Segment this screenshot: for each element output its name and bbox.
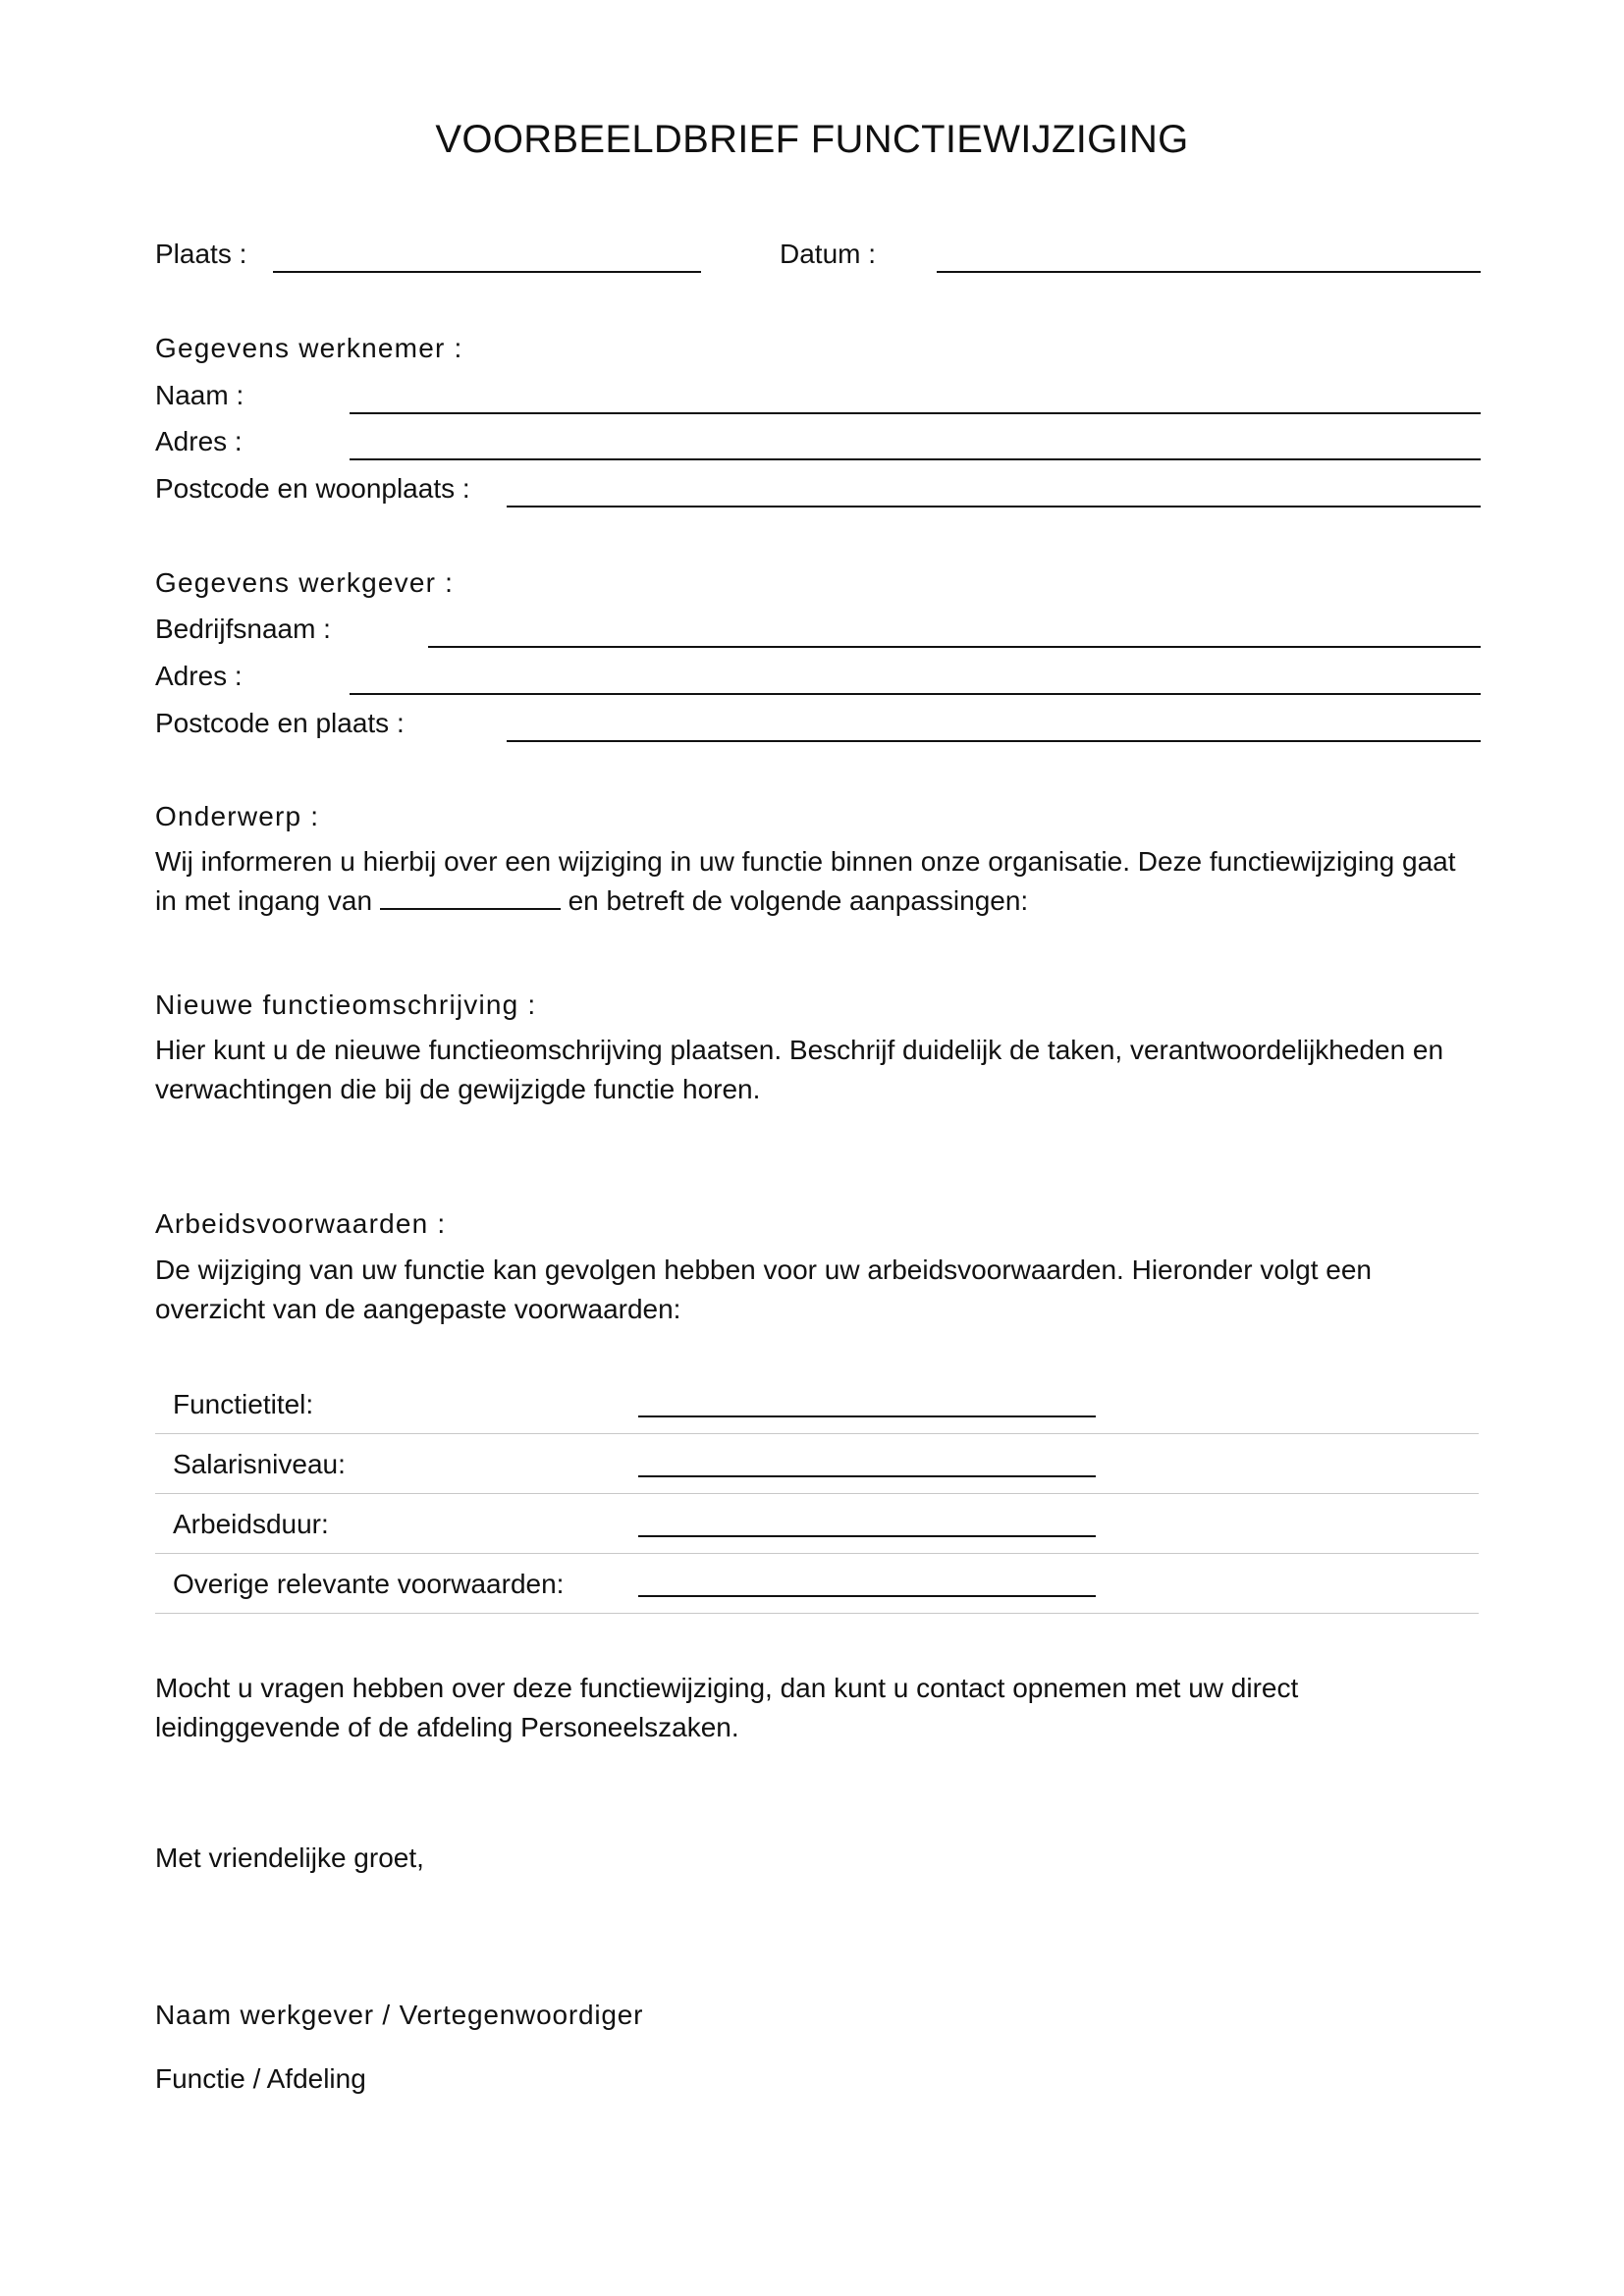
- subject-text-line-2: [155, 881, 1490, 921]
- employer-company-field[interactable]: [428, 646, 1481, 648]
- conditions-text: [155, 1251, 1490, 1329]
- new-function-text-line-1: Hier kunt u de nieuwe functieomschrijving plaatsen. Beschrijf duidelijk de taken, verantwoordelijkheden en: [155, 1035, 1444, 1065]
- employee-postal-label: Postcode en woonplaats :: [155, 473, 470, 504]
- closing-text-line-1: Mocht u vragen hebben over deze functiewijziging, dan kunt u contact opnemen met uw direct: [155, 1673, 1299, 1703]
- closing-text: [155, 1669, 1490, 1747]
- employee-name-field[interactable]: [350, 412, 1481, 414]
- table-row: [155, 1494, 1479, 1554]
- employee-address-field[interactable]: [350, 458, 1481, 460]
- employee-postal-field[interactable]: [507, 506, 1481, 507]
- place-label: Plaats :: [155, 239, 247, 269]
- employer-postal-field[interactable]: [507, 740, 1481, 742]
- employer-address-label: Adres :: [155, 661, 243, 691]
- closing-text-line-2: leidinggevende of de afdeling Personeelszaken.: [155, 1712, 739, 1742]
- working-hours-field[interactable]: [638, 1535, 1096, 1537]
- date-label: Datum :: [780, 239, 877, 269]
- row-label: Salarisniveau:: [173, 1449, 346, 1479]
- employee-address-label: Adres :: [155, 426, 243, 456]
- subject-text-line-1: Wij informeren u hierbij over een wijziging in uw functie binnen onze organisatie. Deze functiewijziging gaat: [155, 846, 1456, 877]
- row-label: Overige relevante voorwaarden:: [173, 1569, 565, 1599]
- place-field[interactable]: [273, 271, 701, 273]
- subject-text-before: in met ingang van: [155, 885, 373, 916]
- new-function-text: [155, 1031, 1490, 1109]
- employee-heading: Gegevens werknemer :: [155, 333, 463, 363]
- conditions-heading: Arbeidsvoorwaarden :: [155, 1208, 447, 1239]
- row-label: Functietitel:: [173, 1389, 314, 1419]
- employer-postal-label: Postcode en plaats :: [155, 708, 405, 738]
- start-date-blank[interactable]: [380, 884, 561, 910]
- table-row: [155, 1374, 1479, 1434]
- employer-company-label: Bedrijfsnaam :: [155, 614, 331, 644]
- conditions-table: [155, 1374, 1479, 1614]
- employer-address-field[interactable]: [350, 693, 1481, 695]
- conditions-text-line-1: De wijziging van uw functie kan gevolgen hebben voor uw arbeidsvoorwaarden. Hieronder volgt een: [155, 1255, 1372, 1285]
- signer-role: Functie / Afdeling: [155, 2063, 366, 2094]
- table-row: [155, 1434, 1479, 1494]
- signer-name: Naam werkgever / Vertegenwoordiger: [155, 2000, 644, 2030]
- page-title: VOORBEELDBRIEF FUNCTIEWIJZIGING: [435, 118, 1189, 161]
- subject-text: [155, 842, 1490, 921]
- new-function-heading: Nieuwe functieomschrijving :: [155, 989, 537, 1020]
- function-title-field[interactable]: [638, 1415, 1096, 1417]
- subject-heading: Onderwerp :: [155, 801, 320, 831]
- date-field[interactable]: [937, 271, 1481, 273]
- employer-heading: Gegevens werkgever :: [155, 567, 455, 598]
- salary-level-field[interactable]: [638, 1475, 1096, 1477]
- conditions-text-line-2: overzicht van de aangepaste voorwaarden:: [155, 1294, 681, 1324]
- greeting: Met vriendelijke groet,: [155, 1842, 424, 1873]
- table-row: [155, 1554, 1479, 1614]
- employee-name-label: Naam :: [155, 380, 244, 410]
- other-conditions-field[interactable]: [638, 1595, 1096, 1597]
- new-function-text-line-2: verwachtingen die bij de gewijzigde functie horen.: [155, 1074, 761, 1104]
- subject-text-after: en betreft de volgende aanpassingen:: [568, 885, 1029, 916]
- row-label: Arbeidsduur:: [173, 1509, 329, 1539]
